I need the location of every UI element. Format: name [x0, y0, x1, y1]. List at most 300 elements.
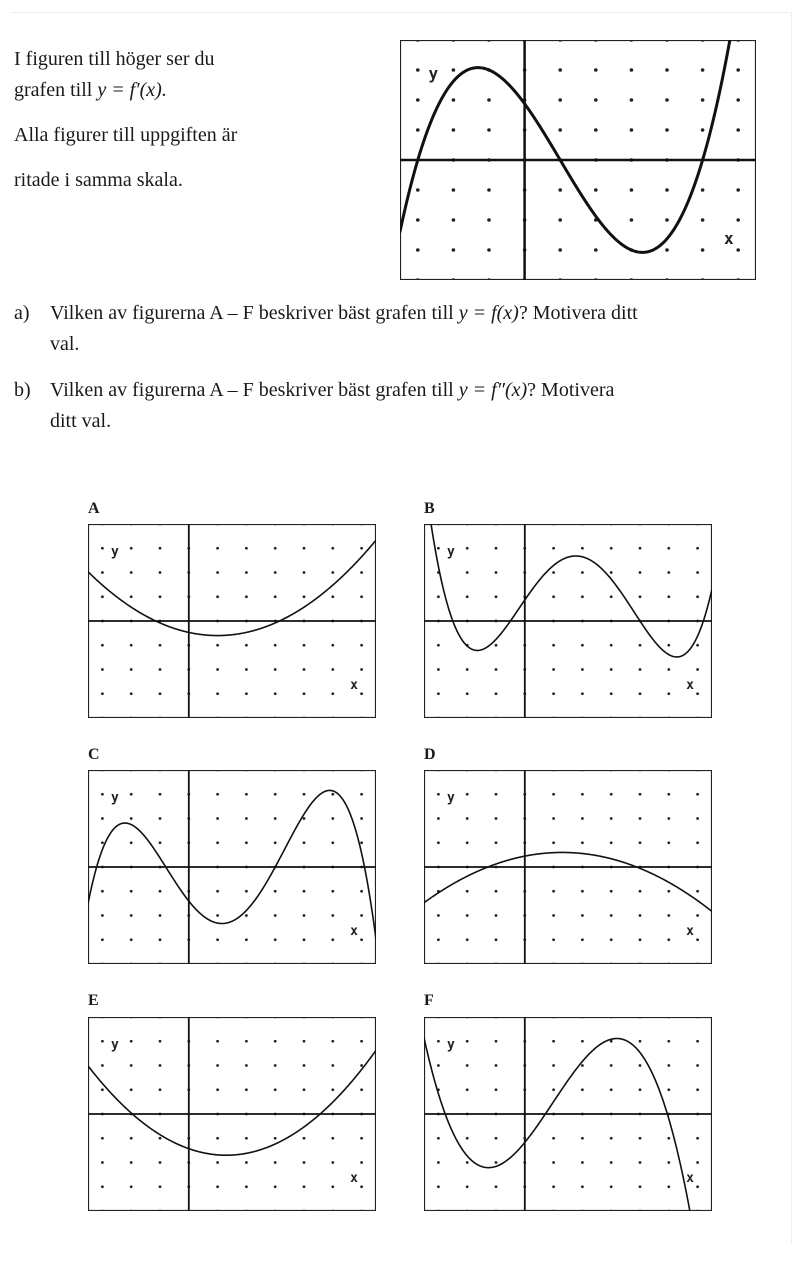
F-grid-dot	[696, 1161, 699, 1164]
B-grid-dot	[552, 692, 555, 695]
E-grid-dot	[216, 1137, 219, 1140]
C-grid-dot	[216, 793, 219, 796]
A-grid-dot	[159, 644, 162, 647]
B-grid-dot	[495, 595, 498, 598]
E-grid-dot	[331, 1185, 334, 1188]
B-grid-dot	[466, 547, 469, 550]
main-grid-dot	[701, 248, 705, 252]
C-grid-dot	[245, 793, 248, 796]
E-grid-dot	[245, 1088, 248, 1091]
E-grid-dot	[101, 1185, 104, 1188]
main-grid-dot	[594, 188, 598, 192]
F-grid-dot	[437, 1040, 440, 1043]
A-grid-dot	[245, 571, 248, 574]
B-grid-dot	[639, 668, 642, 671]
C-grid-dot	[331, 817, 334, 820]
A-grid-dot	[331, 692, 334, 695]
A-grid-dot	[303, 595, 306, 598]
B-grid-dot	[667, 692, 670, 695]
D-grid-dot	[466, 817, 469, 820]
D-grid-dot	[552, 841, 555, 844]
C-grid-dot	[274, 793, 277, 796]
B-grid-dot	[581, 571, 584, 574]
B-grid-dot	[466, 692, 469, 695]
main-grid-dot	[701, 218, 705, 222]
C-grid-dot	[303, 914, 306, 917]
E-grid-dot	[216, 1064, 219, 1067]
B-grid-dot	[495, 692, 498, 695]
E-grid-dot	[245, 1040, 248, 1043]
C-grid-dot	[101, 890, 104, 893]
intro-line-4: ritade i samma skala.	[14, 169, 183, 191]
D-grid-dot	[696, 938, 699, 941]
question-b-math: y = f″(x)	[458, 379, 528, 401]
F-grid-dot	[696, 1064, 699, 1067]
main-grid-dot	[487, 128, 491, 132]
F-grid-dot	[581, 1088, 584, 1091]
main-grid-dot	[416, 68, 420, 72]
E-plot	[88, 1017, 376, 1211]
C-grid-dot	[159, 938, 162, 941]
B-grid-dot	[581, 692, 584, 695]
A-grid-dot	[159, 668, 162, 671]
main-grid-dot	[665, 218, 669, 222]
main-grid-dot	[416, 248, 420, 252]
C-grid-dot	[360, 938, 363, 941]
main-grid-dot	[416, 98, 420, 102]
E-grid-dot	[216, 1185, 219, 1188]
D-grid-dot	[667, 914, 670, 917]
B-grid-dot	[639, 644, 642, 647]
D-grid-dot	[495, 890, 498, 893]
D-grid-dot	[581, 890, 584, 893]
B-grid-dot	[495, 668, 498, 671]
F-grid-dot	[437, 1137, 440, 1140]
A-grid-dot	[360, 571, 363, 574]
main-grid-dot	[630, 188, 634, 192]
C-grid-dot	[130, 841, 133, 844]
F-grid-dot	[466, 1088, 469, 1091]
D-grid-dot	[466, 890, 469, 893]
main-grid-dot	[487, 188, 491, 192]
F-grid-dot	[552, 1040, 555, 1043]
A-grid-dot	[360, 547, 363, 550]
B-grid-dot	[667, 547, 670, 550]
E-grid-dot	[130, 1040, 133, 1043]
E-grid-dot	[101, 1040, 104, 1043]
E-grid-dot	[360, 1185, 363, 1188]
A-grid-dot	[101, 571, 104, 574]
E-y-axis-label: y	[111, 1037, 119, 1053]
B-grid-dot	[495, 571, 498, 574]
A-grid-dot	[130, 547, 133, 550]
F-grid-dot	[696, 1185, 699, 1188]
C-grid-dot	[360, 817, 363, 820]
A-grid-dot	[216, 692, 219, 695]
C-grid-dot	[245, 914, 248, 917]
E-grid-dot	[159, 1137, 162, 1140]
graph-label-b: B	[424, 500, 435, 517]
C-grid-dot	[274, 938, 277, 941]
E-grid-dot	[130, 1088, 133, 1091]
main-grid-dot	[452, 128, 456, 132]
D-grid-dot	[581, 793, 584, 796]
D-grid-dot	[696, 841, 699, 844]
B-grid-dot	[552, 668, 555, 671]
main-grid-dot	[558, 218, 562, 222]
B-grid-dot	[437, 692, 440, 695]
C-grid-dot	[101, 938, 104, 941]
A-grid-dot	[216, 547, 219, 550]
F-grid-dot	[466, 1040, 469, 1043]
C-grid-dot	[101, 817, 104, 820]
D-grid-dot	[639, 841, 642, 844]
F-grid-dot	[552, 1088, 555, 1091]
C-plot	[88, 770, 376, 964]
main-grid-dot	[487, 248, 491, 252]
question-a	[14, 298, 638, 360]
F-grid-dot	[495, 1137, 498, 1140]
main-grid-dot	[630, 68, 634, 72]
E-grid-dot	[245, 1137, 248, 1140]
B-grid-dot	[610, 692, 613, 695]
A-grid-dot	[216, 571, 219, 574]
E-grid-dot	[303, 1185, 306, 1188]
D-y-axis-label: y	[447, 790, 455, 806]
B-grid-dot	[696, 547, 699, 550]
A-grid-dot	[331, 571, 334, 574]
A-grid-dot	[101, 644, 104, 647]
question-b-continuation: ditt val.	[50, 410, 112, 432]
D-grid-dot	[495, 914, 498, 917]
D-grid-dot	[610, 914, 613, 917]
F-grid-dot	[696, 1040, 699, 1043]
main-grid-dot	[665, 248, 669, 252]
B-grid-dot	[667, 595, 670, 598]
B-grid-dot	[667, 668, 670, 671]
C-grid-dot	[130, 938, 133, 941]
F-grid-dot	[581, 1040, 584, 1043]
question-a-continuation: val.	[50, 333, 80, 355]
D-grid-dot	[495, 841, 498, 844]
graph-d	[424, 770, 712, 964]
C-grid-dot	[331, 793, 334, 796]
B-grid-dot	[667, 644, 670, 647]
B-grid-dot	[581, 668, 584, 671]
B-grid-dot	[581, 595, 584, 598]
D-grid-dot	[667, 793, 670, 796]
E-x-axis-label: x	[350, 1170, 358, 1186]
main-grid-dot	[701, 98, 705, 102]
D-grid-dot	[581, 938, 584, 941]
F-grid-dot	[610, 1185, 613, 1188]
intro-line-2-math: y = f′(x).	[97, 79, 167, 101]
main-grid-dot	[452, 218, 456, 222]
main-grid-dot	[736, 248, 740, 252]
A-grid-dot	[101, 547, 104, 550]
main-grid-dot	[416, 218, 420, 222]
C-grid-dot	[360, 890, 363, 893]
D-grid-dot	[639, 793, 642, 796]
A-grid-dot	[130, 595, 133, 598]
C-grid-dot	[130, 793, 133, 796]
main-grid-dot	[487, 98, 491, 102]
C-grid-dot	[159, 793, 162, 796]
E-grid-dot	[331, 1161, 334, 1164]
B-grid-dot	[581, 644, 584, 647]
D-plot	[424, 770, 712, 964]
question-b-label: b)	[14, 379, 31, 401]
A-grid-dot	[245, 692, 248, 695]
F-grid-dot	[696, 1137, 699, 1140]
C-grid-dot	[130, 817, 133, 820]
F-grid-dot	[495, 1064, 498, 1067]
E-grid-dot	[303, 1137, 306, 1140]
C-grid-dot	[360, 914, 363, 917]
C-grid-dot	[216, 938, 219, 941]
main-grid-dot	[701, 128, 705, 132]
E-grid-dot	[216, 1088, 219, 1091]
main-grid-dot	[452, 188, 456, 192]
main-grid-dot	[665, 98, 669, 102]
graph-f	[424, 1017, 712, 1211]
A-grid-dot	[331, 644, 334, 647]
intro-line-2	[14, 75, 284, 106]
C-grid-dot	[101, 841, 104, 844]
D-grid-dot	[639, 817, 642, 820]
main-grid-dot	[736, 68, 740, 72]
F-grid-dot	[667, 1064, 670, 1067]
A-grid-dot	[331, 595, 334, 598]
A-grid-dot	[274, 571, 277, 574]
A-grid-dot	[245, 547, 248, 550]
A-grid-dot	[360, 668, 363, 671]
A-plot	[88, 524, 376, 718]
main-grid-dot	[452, 98, 456, 102]
F-grid-dot	[495, 1040, 498, 1043]
E-grid-dot	[159, 1161, 162, 1164]
C-grid-dot	[360, 841, 363, 844]
main-grid-dot	[558, 248, 562, 252]
F-grid-dot	[552, 1137, 555, 1140]
E-grid-dot	[245, 1185, 248, 1188]
B-grid-dot	[437, 644, 440, 647]
graph-label-e: E	[88, 992, 99, 1009]
question-b-text: Vilken av figurerna A – F beskriver bäst grafen till	[50, 379, 454, 401]
D-grid-dot	[552, 793, 555, 796]
F-plot	[424, 1017, 712, 1211]
A-x-axis-label: x	[350, 677, 358, 693]
F-grid-dot	[639, 1040, 642, 1043]
A-grid-dot	[245, 668, 248, 671]
B-grid-dot	[552, 547, 555, 550]
A-grid-dot	[101, 668, 104, 671]
question-a-text: Vilken av figurerna A – F beskriver bäst grafen till	[50, 302, 454, 324]
E-grid-dot	[101, 1064, 104, 1067]
D-grid-dot	[466, 793, 469, 796]
B-grid-dot	[466, 668, 469, 671]
B-grid-dot	[610, 595, 613, 598]
B-grid-dot	[639, 595, 642, 598]
B-grid-dot	[466, 595, 469, 598]
D-grid-dot	[667, 938, 670, 941]
E-grid-dot	[130, 1161, 133, 1164]
D-grid-dot	[437, 841, 440, 844]
question-b	[14, 375, 614, 437]
E-grid-dot	[331, 1137, 334, 1140]
C-grid-dot	[216, 841, 219, 844]
C-grid-dot	[245, 938, 248, 941]
D-grid-dot	[610, 817, 613, 820]
B-grid-dot	[639, 692, 642, 695]
A-grid-dot	[159, 571, 162, 574]
A-grid-dot	[274, 644, 277, 647]
A-y-axis-label: y	[111, 544, 119, 560]
B-y-axis-label: y	[447, 544, 455, 560]
A-grid-dot	[303, 692, 306, 695]
A-grid-dot	[130, 644, 133, 647]
main-grid-dot	[452, 248, 456, 252]
D-grid-dot	[667, 841, 670, 844]
E-grid-dot	[159, 1064, 162, 1067]
F-grid-dot	[466, 1137, 469, 1140]
intro-line-1: I figuren till höger ser du	[14, 48, 215, 70]
graph-b	[424, 524, 712, 718]
F-grid-dot	[495, 1185, 498, 1188]
B-grid-dot	[639, 547, 642, 550]
A-grid-dot	[331, 668, 334, 671]
D-grid-dot	[437, 914, 440, 917]
E-grid-dot	[274, 1161, 277, 1164]
D-grid-dot	[667, 817, 670, 820]
E-grid-dot	[130, 1137, 133, 1140]
C-grid-dot	[245, 817, 248, 820]
C-grid-dot	[360, 793, 363, 796]
C-grid-dot	[274, 914, 277, 917]
main-plot	[400, 40, 756, 280]
C-grid-dot	[303, 793, 306, 796]
F-grid-dot	[667, 1088, 670, 1091]
F-grid-dot	[437, 1185, 440, 1188]
E-grid-dot	[303, 1064, 306, 1067]
main-grid-dot	[594, 128, 598, 132]
E-grid-dot	[159, 1088, 162, 1091]
E-grid-dot	[274, 1040, 277, 1043]
B-grid-dot	[552, 595, 555, 598]
B-grid-dot	[696, 571, 699, 574]
right-divider	[791, 12, 792, 1244]
E-grid-dot	[331, 1064, 334, 1067]
main-grid-dot	[594, 98, 598, 102]
F-grid-dot	[552, 1064, 555, 1067]
E-grid-dot	[101, 1161, 104, 1164]
C-grid-dot	[130, 914, 133, 917]
A-grid-dot	[101, 692, 104, 695]
D-x-axis-label: x	[686, 923, 694, 939]
intro-line-3: Alla figurer till uppgiften är	[14, 124, 238, 146]
main-grid-dot	[630, 128, 634, 132]
E-grid-dot	[274, 1185, 277, 1188]
D-grid-dot	[466, 841, 469, 844]
F-grid-dot	[552, 1185, 555, 1188]
main-grid-dot	[416, 188, 420, 192]
C-grid-dot	[101, 793, 104, 796]
B-grid-dot	[696, 692, 699, 695]
D-grid-dot	[696, 890, 699, 893]
B-grid-dot	[466, 571, 469, 574]
D-grid-dot	[581, 914, 584, 917]
E-grid-dot	[101, 1137, 104, 1140]
F-grid-dot	[581, 1185, 584, 1188]
A-grid-dot	[130, 692, 133, 695]
C-grid-dot	[245, 841, 248, 844]
question-a-math: y = f(x)	[458, 302, 519, 324]
main-grid-dot	[594, 68, 598, 72]
A-grid-dot	[159, 547, 162, 550]
E-grid-dot	[130, 1064, 133, 1067]
C-grid-dot	[245, 890, 248, 893]
C-grid-dot	[159, 841, 162, 844]
D-grid-dot	[437, 793, 440, 796]
F-grid-dot	[495, 1161, 498, 1164]
E-grid-dot	[360, 1137, 363, 1140]
C-grid-dot	[331, 841, 334, 844]
D-grid-dot	[552, 817, 555, 820]
main-grid-dot	[736, 218, 740, 222]
C-grid-dot	[331, 938, 334, 941]
F-grid-dot	[667, 1185, 670, 1188]
C-grid-dot	[274, 841, 277, 844]
D-grid-dot	[639, 890, 642, 893]
D-grid-dot	[552, 938, 555, 941]
D-grid-dot	[696, 817, 699, 820]
E-grid-dot	[101, 1088, 104, 1091]
A-grid-dot	[303, 668, 306, 671]
D-grid-dot	[466, 914, 469, 917]
D-grid-dot	[495, 793, 498, 796]
F-grid-dot	[639, 1161, 642, 1164]
main-grid-dot	[558, 68, 562, 72]
F-grid-dot	[639, 1088, 642, 1091]
C-y-axis-label: y	[111, 790, 119, 806]
B-grid-dot	[581, 547, 584, 550]
main-grid-dot	[736, 188, 740, 192]
C-x-axis-label: x	[350, 923, 358, 939]
main-grid-dot	[736, 98, 740, 102]
F-grid-dot	[610, 1137, 613, 1140]
F-grid-dot	[495, 1088, 498, 1091]
B-grid-dot	[696, 595, 699, 598]
C-grid-dot	[274, 817, 277, 820]
E-grid-dot	[303, 1161, 306, 1164]
graph-a	[88, 524, 376, 718]
D-grid-dot	[552, 914, 555, 917]
E-grid-dot	[130, 1185, 133, 1188]
E-grid-dot	[245, 1161, 248, 1164]
E-grid-dot	[216, 1040, 219, 1043]
main-grid-dot	[665, 68, 669, 72]
A-grid-dot	[159, 595, 162, 598]
main-grid-dot	[487, 218, 491, 222]
main-grid-dot	[630, 218, 634, 222]
F-grid-dot	[437, 1161, 440, 1164]
B-grid-dot	[437, 547, 440, 550]
D-grid-dot	[610, 841, 613, 844]
C-grid-dot	[303, 841, 306, 844]
graph-label-a: A	[88, 500, 100, 517]
C-grid-dot	[159, 817, 162, 820]
B-grid-dot	[495, 644, 498, 647]
